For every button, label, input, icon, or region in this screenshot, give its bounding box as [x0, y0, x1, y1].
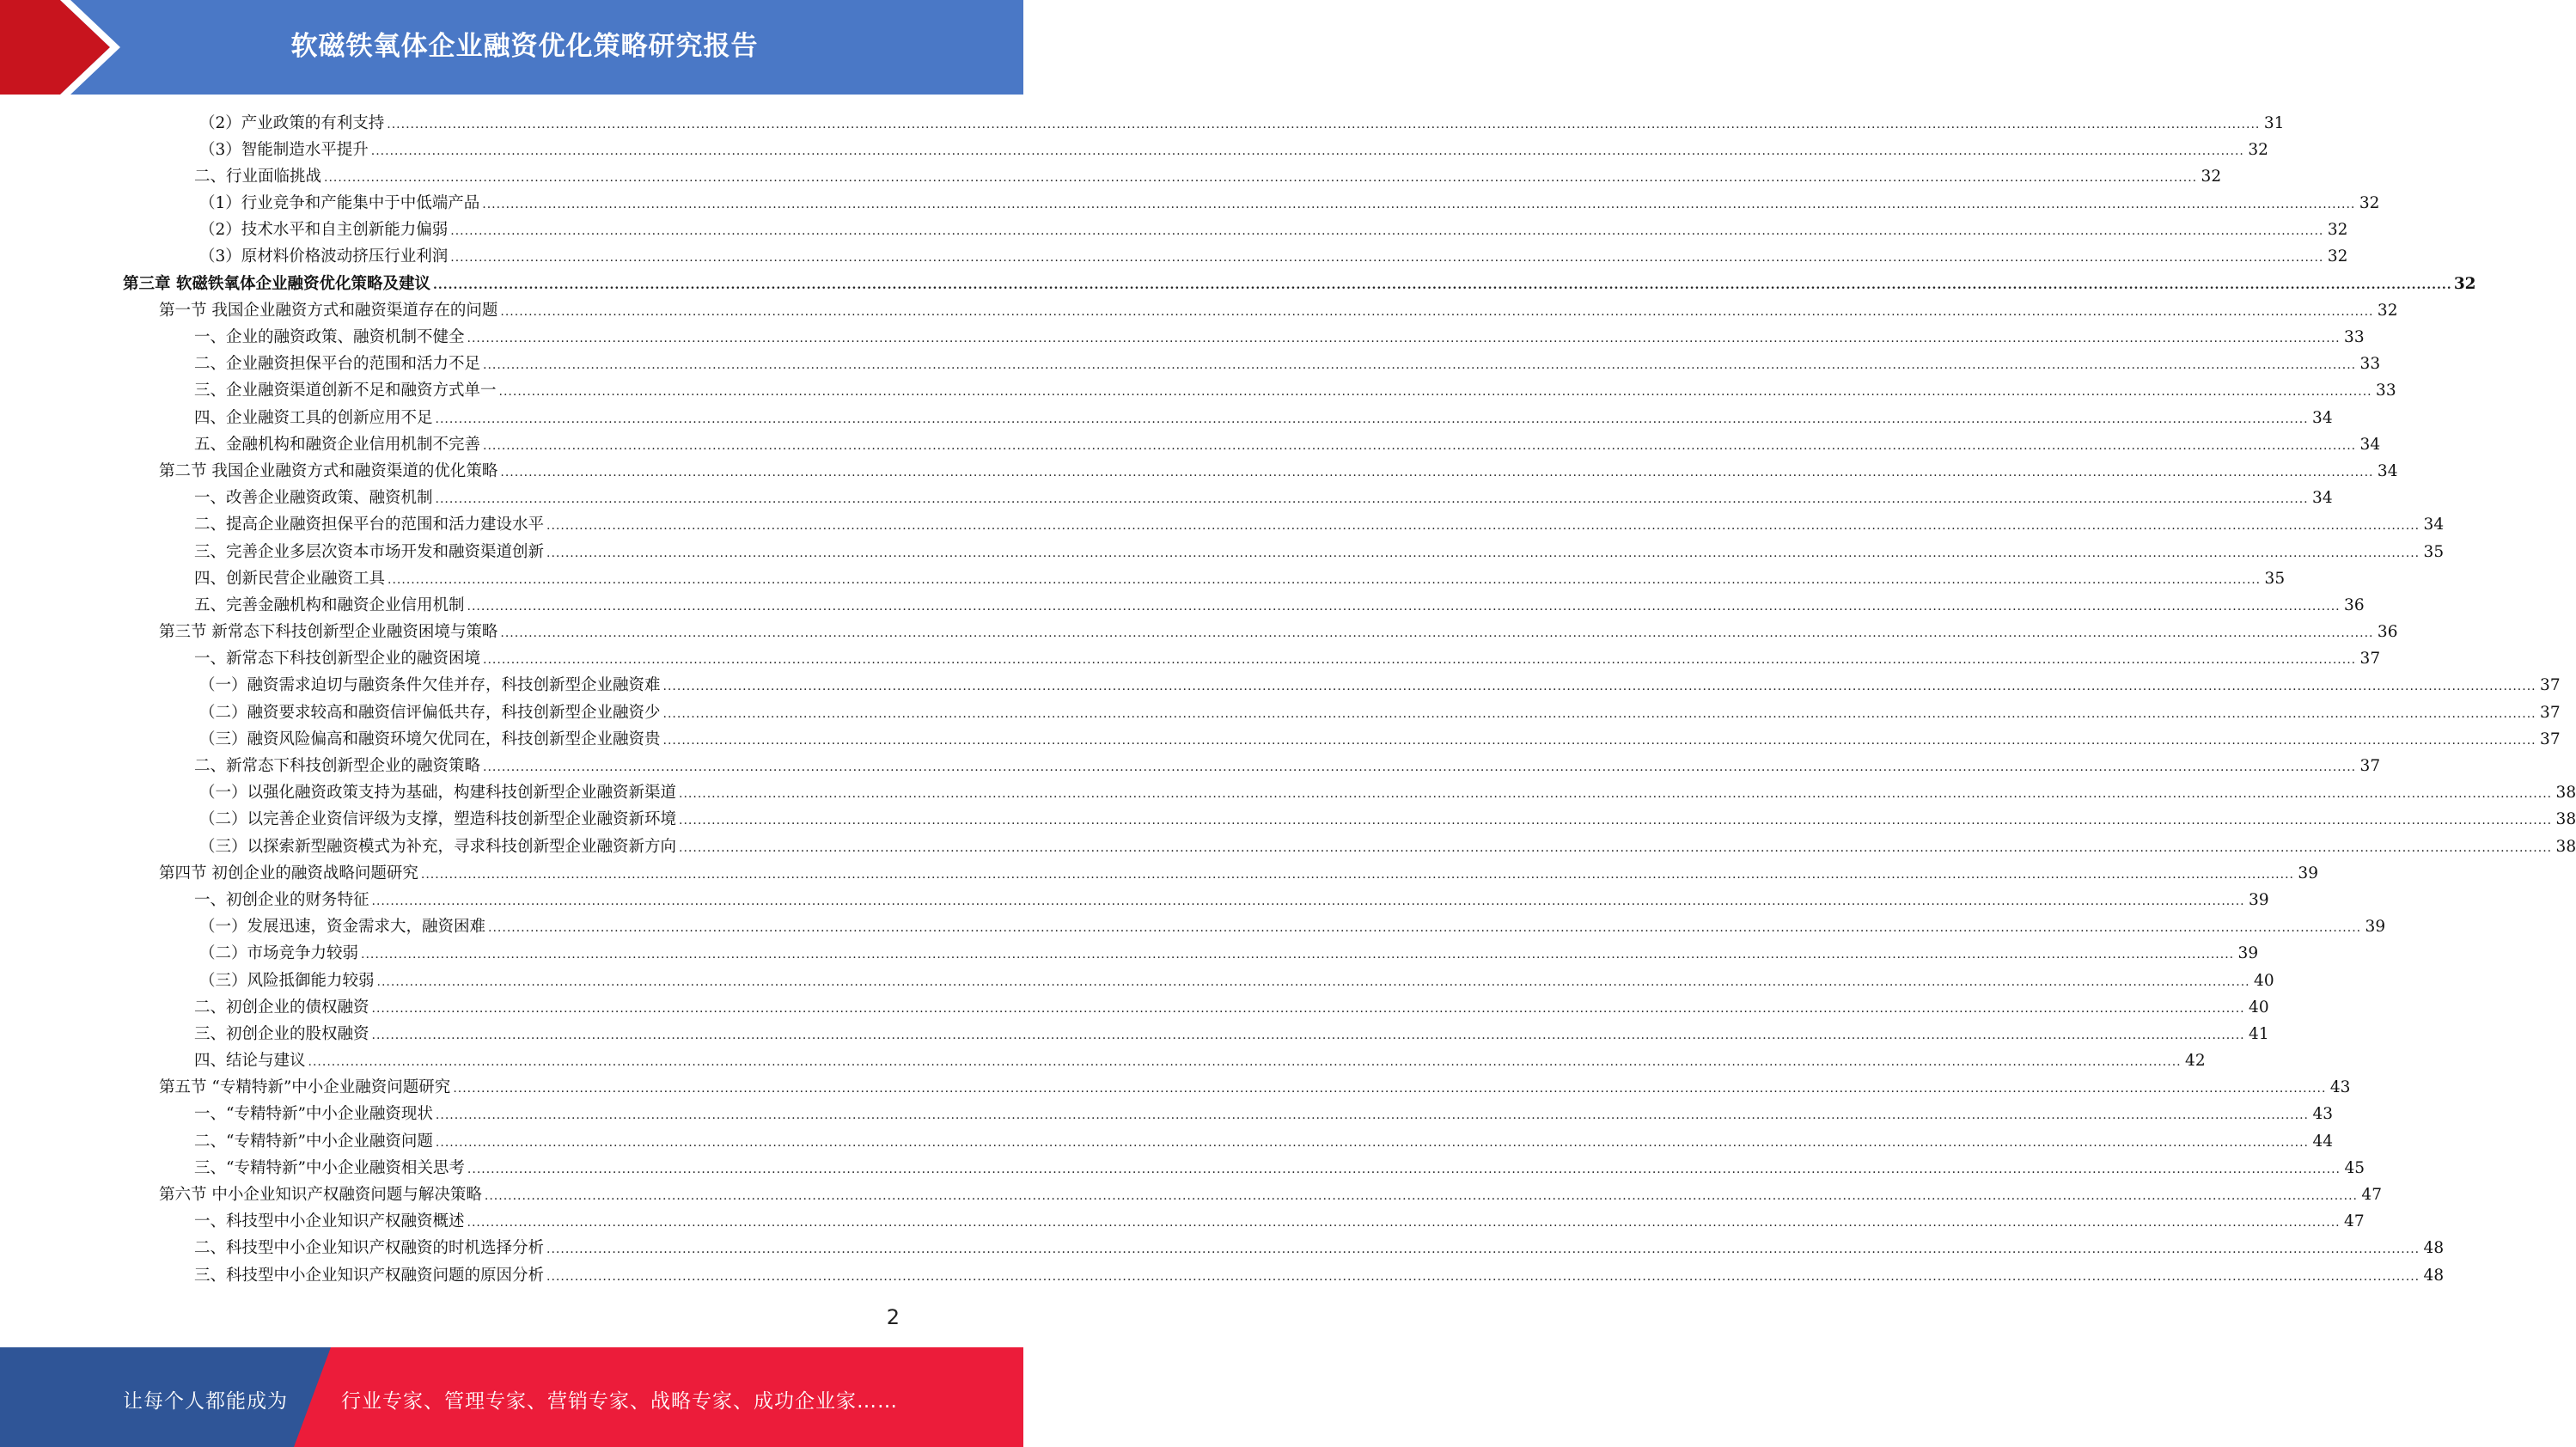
toc-entry-page: 36 — [2377, 623, 2398, 642]
toc-leader-dots: ................................................................................................................................................................................................................................................................................................................................................................................................................ — [484, 1189, 2358, 1203]
toc-entry[interactable] — [0, 297, 2398, 324]
toc-leader-dots: ................................................................................................................................................................................................................................................................................................................................................................................................................ — [308, 1055, 2182, 1070]
toc-entry-page: 32 — [2201, 167, 2222, 186]
toc-leader-dots: ................................................................................................................................................................................................................................................................................................................................................................................................................ — [488, 921, 2362, 936]
toc-leader-dots: ................................................................................................................................................................................................................................................................................................................................................................................................................ — [435, 1135, 2309, 1150]
toc-entry-label: 一、“专精特新”中小企业融资现状 — [194, 1105, 433, 1124]
toc-entry[interactable] — [0, 645, 2381, 672]
toc-leader-dots: ................................................................................................................................................................................................................................................................................................................................................................................................................ — [546, 1269, 2420, 1284]
toc-leader-dots: ................................................................................................................................................................................................................................................................................................................................................................................................................ — [500, 626, 2374, 641]
toc-entry-label: （3）智能制造水平提升 — [199, 140, 369, 159]
toc-entry[interactable] — [0, 1047, 2206, 1074]
toc-entry-label: 三、科技型中小企业知识产权融资问题的原因分析 — [194, 1266, 545, 1285]
toc-entry[interactable] — [0, 163, 2222, 190]
toc-entry[interactable] — [0, 887, 2269, 913]
toc-leader-dots: ................................................................................................................................................................................................................................................................................................................................................................................................................ — [483, 760, 2357, 774]
toc-entry-label: 一、企业的融资政策、融资机制不健全 — [194, 328, 465, 346]
toc-entry[interactable] — [0, 1128, 2333, 1155]
toc-leader-dots: ................................................................................................................................................................................................................................................................................................................................................................................................................ — [371, 1001, 2245, 1016]
toc-leader-dots: ................................................................................................................................................................................................................................................................................................................................................................................................................ — [500, 304, 2374, 319]
toc-entry-page: 47 — [2344, 1212, 2365, 1231]
toc-entry-page: 33 — [2344, 328, 2365, 346]
toc-entry[interactable] — [0, 110, 2285, 137]
toc-entry[interactable] — [0, 1155, 2365, 1181]
toc-entry[interactable] — [0, 377, 2396, 404]
header-band — [0, 0, 1023, 95]
toc-leader-dots: ................................................................................................................................................................................................................................................................................................................................................................................................................ — [435, 1108, 2309, 1123]
toc-entry[interactable] — [0, 1262, 2445, 1289]
toc-entry[interactable] — [0, 940, 2259, 967]
toc-leader-dots: ................................................................................................................................................................................................................................................................................................................................................................................................................ — [482, 198, 2356, 212]
toc-entry[interactable] — [0, 968, 2274, 994]
page-number: 2 — [886, 1305, 900, 1329]
toc-leader-dots: ................................................................................................................................................................................................................................................................................................................................................................................................................ — [361, 948, 2235, 962]
toc-entry[interactable] — [0, 913, 2386, 940]
toc-entry-page: 41 — [2249, 1024, 2269, 1043]
toc-entry-label: 二、“专精特新”中小企业融资问题 — [194, 1132, 433, 1151]
toc-leader-dots: ................................................................................................................................................................................................................................................................................................................................................................................................................ — [662, 680, 2536, 694]
toc-entry-page: 40 — [2249, 998, 2269, 1017]
toc-leader-dots: ................................................................................................................................................................................................................................................................................................................................................................................................................ — [420, 867, 2294, 882]
toc-entry-page: 45 — [2344, 1158, 2365, 1177]
toc-entry[interactable] — [0, 271, 2476, 297]
toc-entry-page: 43 — [2312, 1105, 2333, 1124]
toc-entry-page: 31 — [2263, 113, 2285, 132]
toc-entry[interactable] — [0, 1208, 2365, 1235]
toc-entry[interactable] — [0, 190, 2380, 217]
toc-entry-label: 二、科技型中小企业知识产权融资的时机选择分析 — [194, 1239, 545, 1258]
toc-entry-label: 第五节 “专精特新”中小企业融资问题研究 — [159, 1078, 451, 1097]
toc-entry[interactable] — [0, 592, 2365, 619]
toc-entry-label: （一）以强化融资政策支持为基础，构建科技创新型企业融资新渠道 — [199, 784, 677, 803]
toc-entry-label: （3）原材料价格波动挤压行业利润 — [199, 247, 449, 266]
toc-entry-label: 一、科技型中小企业知识产权融资概述 — [194, 1212, 465, 1231]
toc-entry-page: 35 — [2423, 542, 2445, 561]
toc-leader-dots: ................................................................................................................................................................................................................................................................................................................................................................................................................ — [662, 706, 2536, 721]
toc-entry-page: 37 — [2359, 650, 2381, 669]
toc-entry-label: 五、完善金融机构和融资企业信用机制 — [194, 595, 465, 614]
toc-entry-page: 34 — [2312, 408, 2333, 427]
toc-entry-page: 48 — [2423, 1266, 2445, 1285]
toc-entry[interactable] — [0, 1021, 2269, 1047]
footer-band — [0, 1347, 1023, 1447]
toc-leader-dots: ................................................................................................................................................................................................................................................................................................................................................................................................................ — [679, 787, 2553, 802]
toc-entry-page: 32 — [2453, 274, 2476, 293]
toc-entry-page: 39 — [2365, 918, 2386, 937]
toc-entry-label: （一）融资需求迫切与融资条件欠佳并存，科技创新型企业融资难 — [199, 676, 661, 695]
toc-entry-page: 42 — [2185, 1052, 2206, 1071]
toc-leader-dots: ................................................................................................................................................................................................................................................................................................................................................................................................................ — [453, 1082, 2327, 1096]
toc-entry-page: 37 — [2540, 676, 2561, 695]
toc-leader-dots: ................................................................................................................................................................................................................................................................................................................................................................................................................ — [679, 814, 2553, 828]
toc-leader-dots: ................................................................................................................................................................................................................................................................................................................................................................................................................ — [370, 143, 2244, 158]
toc-leader-dots: ................................................................................................................................................................................................................................................................................................................................................................................................................ — [546, 546, 2420, 560]
toc-leader-dots: ................................................................................................................................................................................................................................................................................................................................................................................................................ — [483, 653, 2357, 668]
toc-entry[interactable] — [0, 860, 2318, 887]
toc-entry-label: （三）风险抵御能力较弱 — [199, 971, 375, 990]
toc-leader-dots: ................................................................................................................................................................................................................................................................................................................................................................................................................ — [467, 1216, 2341, 1230]
toc-entry[interactable] — [0, 511, 2445, 538]
toc-entry-page: 32 — [2327, 221, 2348, 240]
toc-entry-page: 32 — [2359, 194, 2380, 213]
toc-entry[interactable] — [0, 672, 2561, 699]
toc-leader-dots: ................................................................................................................................................................................................................................................................................................................................................................................................................ — [546, 1242, 2420, 1257]
toc-entry-label: 三、完善企业多层次资本市场开发和融资渠道创新 — [194, 542, 545, 561]
toc-entry-label: 第一节 我国企业融资方式和融资渠道存在的问题 — [159, 301, 498, 320]
toc-entry-page: 38 — [2555, 784, 2576, 803]
toc-leader-dots: ................................................................................................................................................................................................................................................................................................................................................................................................................ — [662, 733, 2536, 748]
toc-entry-page: 32 — [2327, 247, 2348, 266]
toc-leader-dots: ................................................................................................................................................................................................................................................................................................................................................................................................................ — [500, 465, 2374, 479]
toc-leader-dots: ................................................................................................................................................................................................................................................................................................................................................................................................................ — [388, 572, 2262, 587]
toc-entry[interactable] — [0, 485, 2333, 511]
toc-entry-label: （2）技术水平和自主创新能力偏弱 — [199, 221, 449, 240]
toc-leader-dots: ................................................................................................................................................................................................................................................................................................................................................................................................................ — [432, 278, 2452, 292]
footer-slogan-right: 行业专家、管理专家、营销专家、战略专家、成功企业家…… — [341, 1390, 898, 1413]
toc-entry[interactable] — [0, 243, 2348, 270]
toc-leader-dots: ................................................................................................................................................................................................................................................................................................................................................................................................................ — [467, 332, 2341, 345]
toc-entry[interactable] — [0, 137, 2268, 163]
toc-entry[interactable] — [0, 431, 2381, 458]
toc-leader-dots: ................................................................................................................................................................................................................................................................................................................................................................................................................ — [679, 840, 2553, 855]
toc-entry-page: 38 — [2555, 810, 2576, 829]
toc-entry-label: 四、结论与建议 — [194, 1052, 306, 1071]
toc-entry-label: 三、企业融资渠道创新不足和融资方式单一 — [194, 382, 497, 400]
toc-entry-label: （1）行业竞争和产能集中于中低端产品 — [199, 194, 480, 213]
toc-entry-label: （二）融资要求较高和融资信评偏低共存，科技创新型企业融资少 — [199, 703, 661, 722]
toc-entry-label: 第二节 我国企业融资方式和融资渠道的优化策略 — [159, 461, 498, 480]
toc-entry-page: 34 — [2377, 461, 2398, 480]
toc-entry-page: 43 — [2329, 1078, 2351, 1097]
toc-entry-label: 第四节 初创企业的融资战略问题研究 — [159, 864, 418, 882]
toc-entry-label: 五、金融机构和融资企业信用机制不完善 — [194, 435, 481, 454]
toc-leader-dots: ................................................................................................................................................................................................................................................................................................................................................................................................................ — [483, 358, 2357, 373]
toc-entry[interactable] — [0, 699, 2561, 726]
toc-entry-page: 35 — [2264, 569, 2286, 588]
toc-entry-label: 二、企业融资担保平台的范围和活力不足 — [194, 355, 481, 374]
toc-entry[interactable] — [0, 324, 2365, 351]
toc-entry-page: 32 — [2377, 301, 2398, 320]
toc-entry-page: 34 — [2423, 516, 2445, 534]
toc-entry-label: （三）融资风险偏高和融资环境欠优同在，科技创新型企业融资贵 — [199, 730, 661, 748]
table-of-contents — [0, 110, 2576, 1289]
toc-entry-label: 一、初创企业的财务特征 — [194, 890, 369, 909]
toc-entry-label: 第三章 软磁铁氧体企业融资优化策略及建议 — [123, 274, 430, 293]
toc-entry-label: （二）市场竞争力较弱 — [199, 944, 359, 963]
toc-entry-page: 37 — [2359, 757, 2381, 775]
toc-entry-label: 第三节 新常态下科技创新型企业融资困境与策略 — [159, 623, 498, 642]
toc-leader-dots: ................................................................................................................................................................................................................................................................................................................................................................................................................ — [435, 412, 2309, 426]
toc-entry[interactable] — [0, 539, 2445, 565]
footer-slogan-left: 让每个人都能成为 — [123, 1390, 288, 1413]
toc-entry-label: 二、行业面临挑战 — [194, 167, 322, 186]
toc-entry-page: 38 — [2555, 837, 2576, 856]
toc-entry-label: 三、“专精特新”中小企业融资相关思考 — [194, 1158, 465, 1177]
toc-leader-dots: ................................................................................................................................................................................................................................................................................................................................................................................................................ — [387, 117, 2261, 131]
toc-entry-page: 48 — [2423, 1239, 2445, 1258]
toc-entry[interactable] — [0, 565, 2286, 592]
toc-leader-dots: ................................................................................................................................................................................................................................................................................................................................................................................................................ — [450, 251, 2324, 266]
toc-entry-page: 40 — [2254, 971, 2274, 990]
toc-leader-dots: ................................................................................................................................................................................................................................................................................................................................................................................................................ — [546, 519, 2420, 534]
toc-entry-label: 四、创新民营企业融资工具 — [194, 569, 386, 588]
toc-entry[interactable] — [0, 806, 2576, 833]
toc-entry[interactable] — [0, 1181, 2382, 1208]
toc-entry[interactable] — [0, 833, 2576, 860]
toc-leader-dots: ................................................................................................................................................................................................................................................................................................................................................................................................................ — [435, 492, 2309, 507]
toc-leader-dots: ................................................................................................................................................................................................................................................................................................................................................................................................................ — [450, 224, 2324, 239]
toc-entry-label: 一、新常态下科技创新型企业的融资困境 — [194, 650, 481, 669]
toc-leader-dots: ................................................................................................................................................................................................................................................................................................................................................................................................................ — [483, 438, 2357, 453]
toc-leader-dots: ................................................................................................................................................................................................................................................................................................................................................................................................................ — [371, 894, 2245, 908]
toc-entry-label: 二、新常态下科技创新型企业的融资策略 — [194, 757, 481, 775]
toc-entry[interactable] — [0, 458, 2398, 485]
toc-entry-page: 37 — [2540, 703, 2561, 722]
toc-entry-page: 47 — [2361, 1186, 2382, 1204]
toc-entry-label: 二、初创企业的债权融资 — [194, 998, 369, 1017]
toc-entry-label: （三）以探索新型融资模式为补充，寻求科技创新型企业融资新方向 — [199, 837, 677, 856]
toc-entry-page: 37 — [2540, 730, 2561, 748]
toc-entry-page: 34 — [2312, 489, 2333, 508]
toc-leader-dots: ................................................................................................................................................................................................................................................................................................................................................................................................................ — [467, 1162, 2341, 1176]
toc-entry-page: 44 — [2312, 1132, 2333, 1151]
toc-entry-label: 二、提高企业融资担保平台的范围和活力建设水平 — [194, 516, 545, 534]
toc-entry[interactable] — [0, 619, 2398, 645]
toc-entry-page: 33 — [2359, 355, 2381, 374]
toc-entry-label: 一、改善企业融资政策、融资机制 — [194, 489, 433, 508]
toc-entry-label: 第六节 中小企业知识产权融资问题与解决策略 — [159, 1186, 482, 1204]
toc-leader-dots: ................................................................................................................................................................................................................................................................................................................................................................................................................ — [498, 385, 2372, 400]
toc-entry-label: （二）以完善企业资信评级为支撑，塑造科技创新型企业融资新环境 — [199, 810, 677, 829]
toc-entry-label: （2）产业政策的有利支持 — [199, 113, 385, 132]
toc-entry[interactable] — [0, 994, 2269, 1021]
toc-entry[interactable] — [0, 351, 2381, 377]
toc-leader-dots: ................................................................................................................................................................................................................................................................................................................................................................................................................ — [371, 1028, 2245, 1042]
document-title: 软磁铁氧体企业融资优化策略研究报告 — [290, 31, 759, 62]
toc-entry-page: 36 — [2344, 595, 2365, 614]
toc-entry-page: 32 — [2248, 140, 2268, 159]
toc-entry[interactable] — [0, 753, 2381, 779]
toc-leader-dots: ................................................................................................................................................................................................................................................................................................................................................................................................................ — [376, 974, 2250, 989]
toc-entry-label: （一）发展迅速，资金需求大，融资困难 — [199, 918, 486, 937]
toc-entry[interactable] — [0, 726, 2561, 753]
toc-entry-page: 39 — [2298, 864, 2318, 882]
toc-entry[interactable] — [0, 779, 2576, 806]
toc-entry[interactable] — [0, 1235, 2445, 1261]
toc-entry-page: 34 — [2359, 435, 2381, 454]
toc-entry[interactable] — [0, 1101, 2333, 1127]
toc-entry[interactable] — [0, 217, 2348, 243]
toc-entry-label: 三、初创企业的股权融资 — [194, 1024, 369, 1043]
toc-entry[interactable] — [0, 405, 2333, 431]
toc-entry-label: 四、企业融资工具的创新应用不足 — [194, 408, 433, 427]
toc-leader-dots: ................................................................................................................................................................................................................................................................................................................................................................................................................ — [324, 170, 2198, 185]
toc-entry[interactable] — [0, 1074, 2351, 1101]
toc-entry-page: 39 — [2249, 890, 2269, 909]
toc-entry-page: 33 — [2376, 382, 2396, 400]
toc-entry-page: 39 — [2237, 944, 2259, 963]
toc-leader-dots: ................................................................................................................................................................................................................................................................................................................................................................................................................ — [467, 599, 2341, 614]
